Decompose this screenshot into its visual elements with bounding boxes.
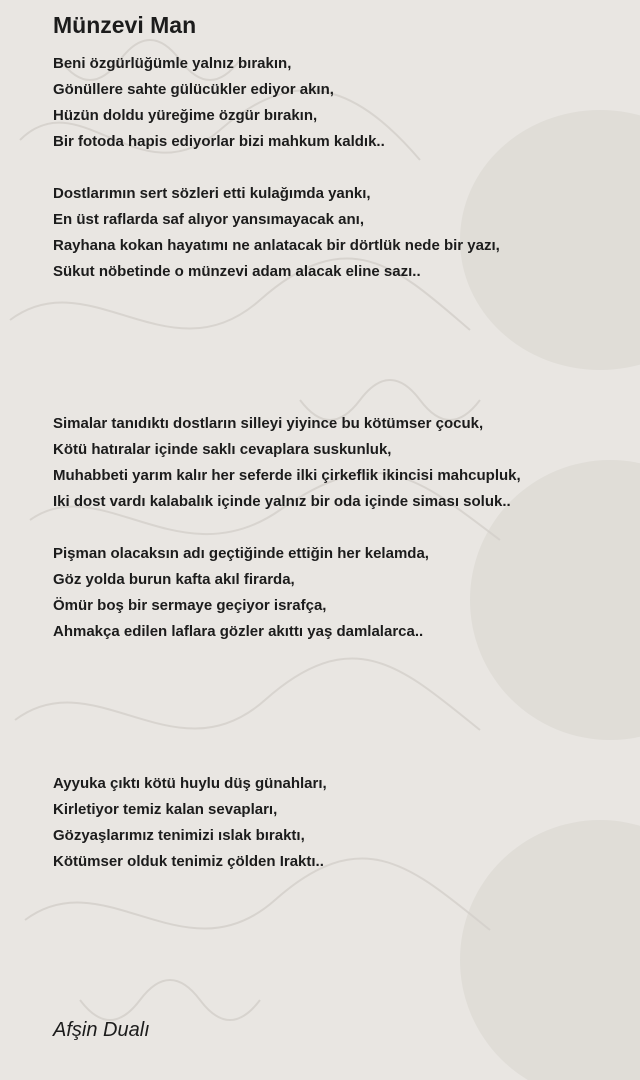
- poem-line: Rayhana kokan hayatımı ne anlatacak bir dörtlük nede bir yazı,: [53, 237, 500, 254]
- stanza-2: [53, 181, 500, 285]
- stanza-4: [53, 541, 429, 645]
- poem-line: Dostlarımın sert sözleri etti kulağımda yankı,: [53, 185, 371, 202]
- poem-line: Ayyuka çıktı kötü huylu düş günahları,: [53, 775, 327, 792]
- poem-line: Hüzün doldu yüreğime özgür bırakın,: [53, 107, 318, 124]
- stanza-3: [53, 411, 521, 515]
- poem-line: Gözyaşlarımız tenimizi ıslak bıraktı,: [53, 827, 305, 844]
- poem-line: Simalar tanıdıktı dostların silleyi yiyince bu kötümser çocuk,: [53, 415, 484, 432]
- poem-line: Pişman olacaksın adı geçtiğinde ettiğin her kelamda,: [53, 545, 429, 562]
- poem-line: Kirletiyor temiz kalan sevapları,: [53, 801, 278, 818]
- poem-line: Sükut nöbetinde o münzevi adam alacak eline sazı..: [53, 263, 421, 280]
- poem-line: Ahmakça edilen laflara gözler akıttı yaş damlalarca..: [53, 623, 424, 640]
- poem-line: Kötü hatıralar içinde saklı cevaplara suskunluk,: [53, 441, 392, 458]
- poem-line: Beni özgürlüğümle yalnız bırakın,: [53, 55, 292, 72]
- poem-line: En üst raflarda saf alıyor yansımayacak anı,: [53, 211, 364, 228]
- poem-line: Iki dost vardı kalabalık içinde yalnız bir oda içinde siması soluk..: [53, 493, 511, 510]
- poem-line: Bir fotoda hapis ediyorlar bizi mahkum kaldık..: [53, 133, 385, 150]
- poem-author: Afşin Dualı: [53, 1019, 150, 1041]
- stanza-5: [53, 771, 327, 875]
- poem-line: Gönüllere sahte gülücükler ediyor akın,: [53, 81, 334, 98]
- poem-line: Muhabbeti yarım kalır her seferde ilki çirkeflik ikincisi mahcupluk,: [53, 467, 521, 484]
- poem-line: Göz yolda burun kafta akıl firarda,: [53, 571, 295, 588]
- poem-line: Ömür boş bir sermaye geçiyor israfça,: [53, 597, 327, 614]
- stanza-1: [53, 51, 385, 155]
- poem-title: Münzevi Man: [53, 12, 197, 38]
- poem-line: Kötümser olduk tenimiz çölden Iraktı..: [53, 853, 324, 870]
